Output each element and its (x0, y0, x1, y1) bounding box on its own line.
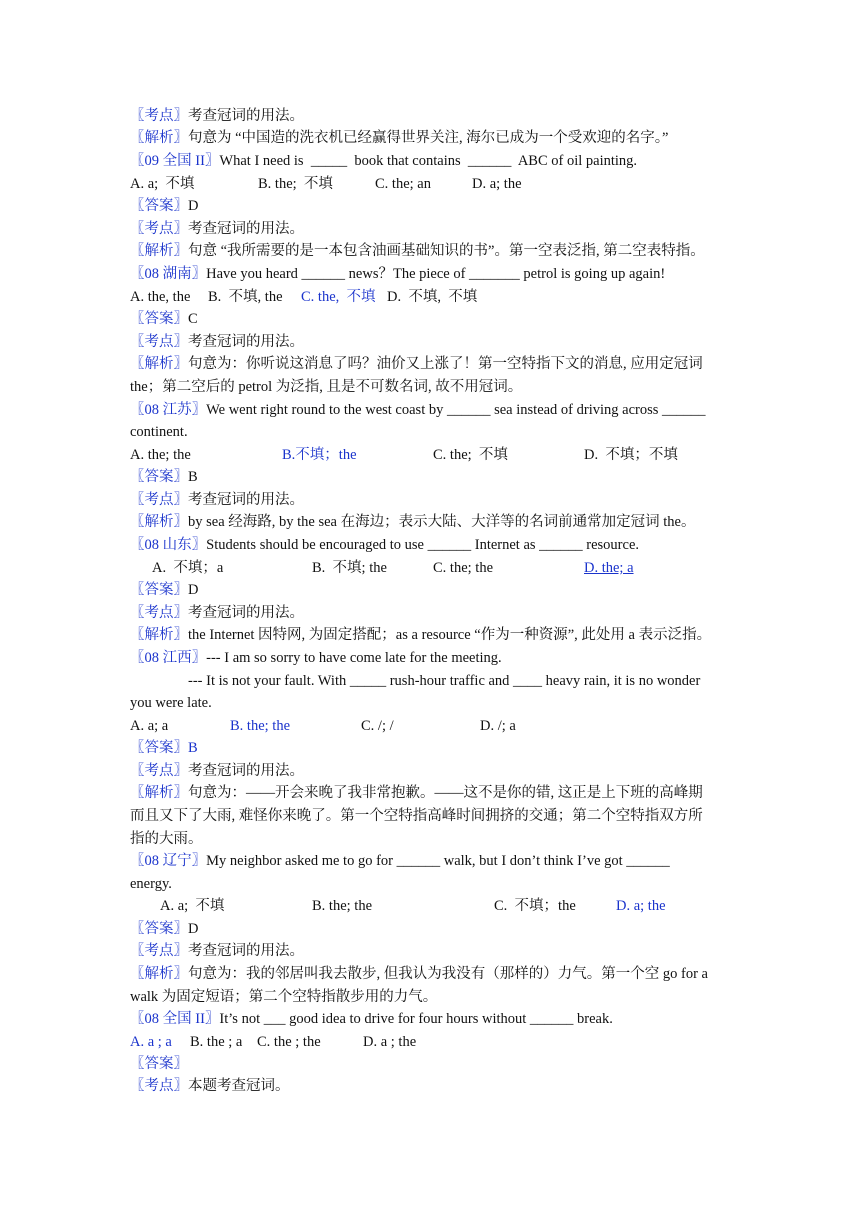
text-line: 〖考点〗本题考查冠词。 (130, 1078, 290, 1094)
option-c: C. the; 不填 (433, 447, 508, 463)
option-b: B. 不填, the (208, 289, 283, 305)
option-d: D. a; the (616, 898, 666, 914)
option-c: C. 不填；the (494, 898, 576, 914)
answer-line: 〖答案〗B (130, 740, 198, 756)
text-line: --- It is not your fault. With _____ rush-hour traffic and ____ heavy rain, it is no wonder (188, 673, 701, 689)
option-a: A. a; 不填 (130, 176, 195, 192)
question-line: 〖08 江西〗--- I am so sorry to have come late for the meeting. (130, 650, 502, 666)
option-a: A. a ; a (130, 1034, 172, 1050)
text-line: 〖解析〗by sea 经海路, by the sea 在海边；表示大陆、大洋等的名词前通常加定冠词 the。 (130, 514, 696, 530)
option-d: D. a ; the (363, 1034, 417, 1050)
question-line: 〖09 全国 II〗What I need is _____ book that contains ______ ABC of oil painting. (130, 153, 638, 169)
option-d: D. 不填；不填 (584, 447, 678, 463)
question-line: 〖08 全国 II〗It’s not ___ good idea to drive for four hours without ______ break. (130, 1011, 613, 1027)
option-a: A. 不填；a (152, 560, 224, 576)
option-d: D. 不填, 不填 (387, 289, 478, 305)
question-line: 〖08 辽宁〗My neighbor asked me to go for ______ walk, but I don’t think I’ve got ______ (130, 853, 670, 869)
question-line: 〖08 江苏〗We went right round to the west coast by ______ sea instead of driving across ______ (130, 402, 706, 418)
text-line: 〖考点〗考查冠词的用法。 (130, 492, 304, 508)
question-line: 〖08 山东〗Students should be encouraged to use ______ Internet as ______ resource. (130, 537, 640, 553)
option-b: B. 不填; the (312, 560, 387, 576)
answer-line: 〖答案〗C (130, 311, 198, 327)
option-b: B. the; the (312, 898, 373, 914)
text-line: the；第二空后的 petrol 为泛指, 且是不可数名词, 故不用冠词。 (130, 379, 523, 395)
option-b: B. the; the (230, 718, 291, 734)
text-line: continent. (130, 424, 188, 440)
option-a: A. the, the (130, 289, 191, 305)
text-line: 而且又下了大雨, 难怪你来晚了。第一个空特指高峰时间拥挤的交通；第二个空特指双方所 (130, 808, 703, 824)
text-line: 〖考点〗考查冠词的用法。 (130, 221, 304, 237)
text-line: 〖解析〗the Internet 因特网, 为固定搭配；as a resource “作为一种资源”, 此处用 a 表示泛指。 (130, 627, 712, 643)
text-line: 〖解析〗句意为：我的邻居叫我去散步, 但我认为我没有（那样的）力气。第一个空 go for a (130, 966, 708, 982)
option-c: C. the; the (433, 560, 494, 576)
option-a: A. a; a (130, 718, 169, 734)
text-line: 〖解析〗句意 “我所需要的是一本包含油画基础知识的书”。第一空表泛指, 第二空表特指。 (130, 243, 705, 259)
text-line: 〖考点〗考查冠词的用法。 (130, 108, 304, 124)
text-line: 〖考点〗考查冠词的用法。 (130, 605, 304, 621)
text-line: 〖解析〗句意为：你听说这消息了吗？油价又上涨了！第一空特指下文的消息, 应用定冠词 (130, 356, 703, 372)
option-b: B. the ; a (190, 1034, 243, 1050)
question-line: 〖08 湖南〗Have you heard ______ news？The piece of _______ petrol is going up again! (130, 266, 666, 282)
text-line: 〖解析〗句意为 “中国造的洗衣机已经赢得世界关注, 海尔已成为一个受欢迎的名字。” (130, 130, 669, 146)
option-b: B. the; 不填 (258, 176, 333, 192)
text-line: 〖考点〗考查冠词的用法。 (130, 943, 304, 959)
option-d: D. /; a (480, 718, 516, 734)
text-line: you were late. (130, 695, 212, 711)
text-line: 〖解析〗句意为：——开会来晚了我非常抱歉。——这不是你的错, 这正是上下班的高峰期 (130, 785, 703, 801)
option-c: C. the; an (375, 176, 431, 192)
option-d: D. a; the (472, 176, 522, 192)
text-line: walk 为固定短语；第二个空特指散步用的力气。 (130, 989, 438, 1005)
option-b: B.不填；the (282, 447, 357, 463)
text-line: energy. (130, 876, 172, 892)
answer-line: 〖答案〗D (130, 198, 199, 214)
answer-line: 〖答案〗D (130, 921, 199, 937)
option-c: C. the, 不填 (301, 289, 376, 305)
answer-line: 〖答案〗 (130, 1056, 188, 1072)
answer-line: 〖答案〗B (130, 469, 198, 485)
option-c: C. /; / (361, 718, 394, 734)
text-line: 〖考点〗考查冠词的用法。 (130, 334, 304, 350)
text-line: 〖考点〗考查冠词的用法。 (130, 763, 304, 779)
option-c: C. the ; the (257, 1034, 321, 1050)
option-a: A. the; the (130, 447, 191, 463)
answer-line: 〖答案〗D (130, 582, 199, 598)
option-a: A. a; 不填 (160, 898, 225, 914)
text-line: 指的大雨。 (130, 831, 203, 847)
option-d: D. the; a (584, 560, 634, 576)
